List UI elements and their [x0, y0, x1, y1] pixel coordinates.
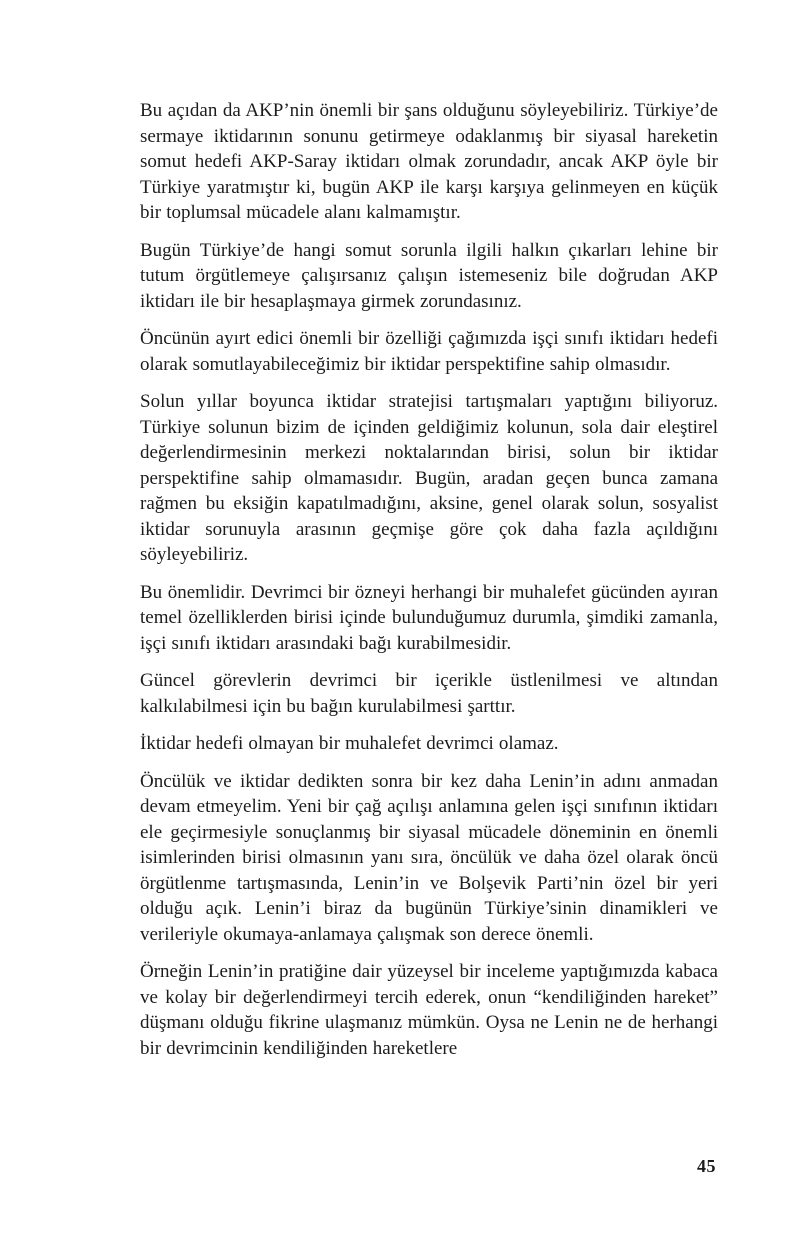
- paragraph: Bugün Türkiye’de hangi somut sorunla ilgili halkın çıkarları lehine bir tutum örgütlemeye çalışırsanız çalışın istemeseniz bile doğrudan AKP iktidarı ile bir hesaplaşmaya girmek zorundasınız.: [140, 239, 718, 312]
- paragraph: Güncel görevlerin devrimci bir içerikle üstlenilmesi ve altından kalkılabilmesi için bu bağın kurulabilmesi şarttır.: [140, 670, 718, 717]
- text-column: [140, 98, 718, 1073]
- page-number: 45: [697, 1156, 716, 1176]
- paragraph: Bu önemlidir. Devrimci bir özneyi herhangi bir muhalefet gücünden ayıran temel özelliklerden birisi içinde bulunduğumuz durumla, şimdiki zamanla, işçi sınıfı iktidarı arasındaki bağı kurabilmesidir.: [140, 581, 718, 654]
- paragraph: Solun yıllar boyunca iktidar stratejisi tartışmaları yaptığını biliyoruz. Türkiye solunun bizim de içinden geldiğimiz kolunun, sola dair eleştirel değerlendirmesinin merkezi noktalarından birisi, solun bir iktidar perspektifine sahip olmamasıdır. Bugün, aradan geçen bunca zamana rağmen bu eksiğin kapatılmadığını, aksine, genel olarak solun, sosyalist iktidar sorunuyla arasının geçmişe göre çok daha fazla açıldığını söyleyebiliriz.: [140, 391, 718, 565]
- paragraph: İktidar hedefi olmayan bir muhalefet devrimci olamaz.: [140, 733, 559, 754]
- paragraph: Örneğin Lenin’in pratiğine dair yüzeysel bir inceleme yaptığımızda kabaca ve kolay bir değerlendirmeyi tercih ederek, onun “kendiliğinden hareket” düşmanı olduğu fikrine ulaşmanız mümkün. Oysa ne Lenin ne de herhangi bir devrimcinin kendiliğinden hareketlere: [140, 961, 718, 1059]
- paragraph: Öncünün ayırt edici önemli bir özelliği çağımızda işçi sınıfı iktidarı hedefi olarak somutlayabileceğimiz bir iktidar perspektifine sahip olmasıdır.: [140, 328, 718, 375]
- paragraph: Bu açıdan da AKP’nin önemli bir şans olduğunu söyleyebiliriz. Türkiye’de sermaye iktidarının sonunu getirmeye odaklanmış bir siyasal hareketin somut hedefi AKP-Saray iktidarı olmak zorundadır, ancak AKP öyle bir Türkiye yaratmıştır ki, bugün AKP ile karşı karşıya gelinmeyen en küçük bir toplumsal mücadele alanı kalmamıştır.: [140, 100, 718, 223]
- paragraph: Öncülük ve iktidar dedikten sonra bir kez daha Lenin’in adını anmadan devam etmeyelim. Yeni bir çağ açılışı anlamına gelen işçi sınıfının iktidarı ele geçirmesiyle sonuçlanmış bir siyasal mücadele döneminin en önemli isimlerinden birisi olmasının yanı sıra, öncülük ve daha özel olarak öncü örgütlenme tartışmasında, Lenin’in ve Bolşevik Parti’nin özel bir yeri olduğu açık. Lenin’i biraz da bugünün Türkiye’sinin dinamikleri ve verileriyle okumaya-anlamaya çalışmak son derece önemli.: [140, 770, 718, 945]
